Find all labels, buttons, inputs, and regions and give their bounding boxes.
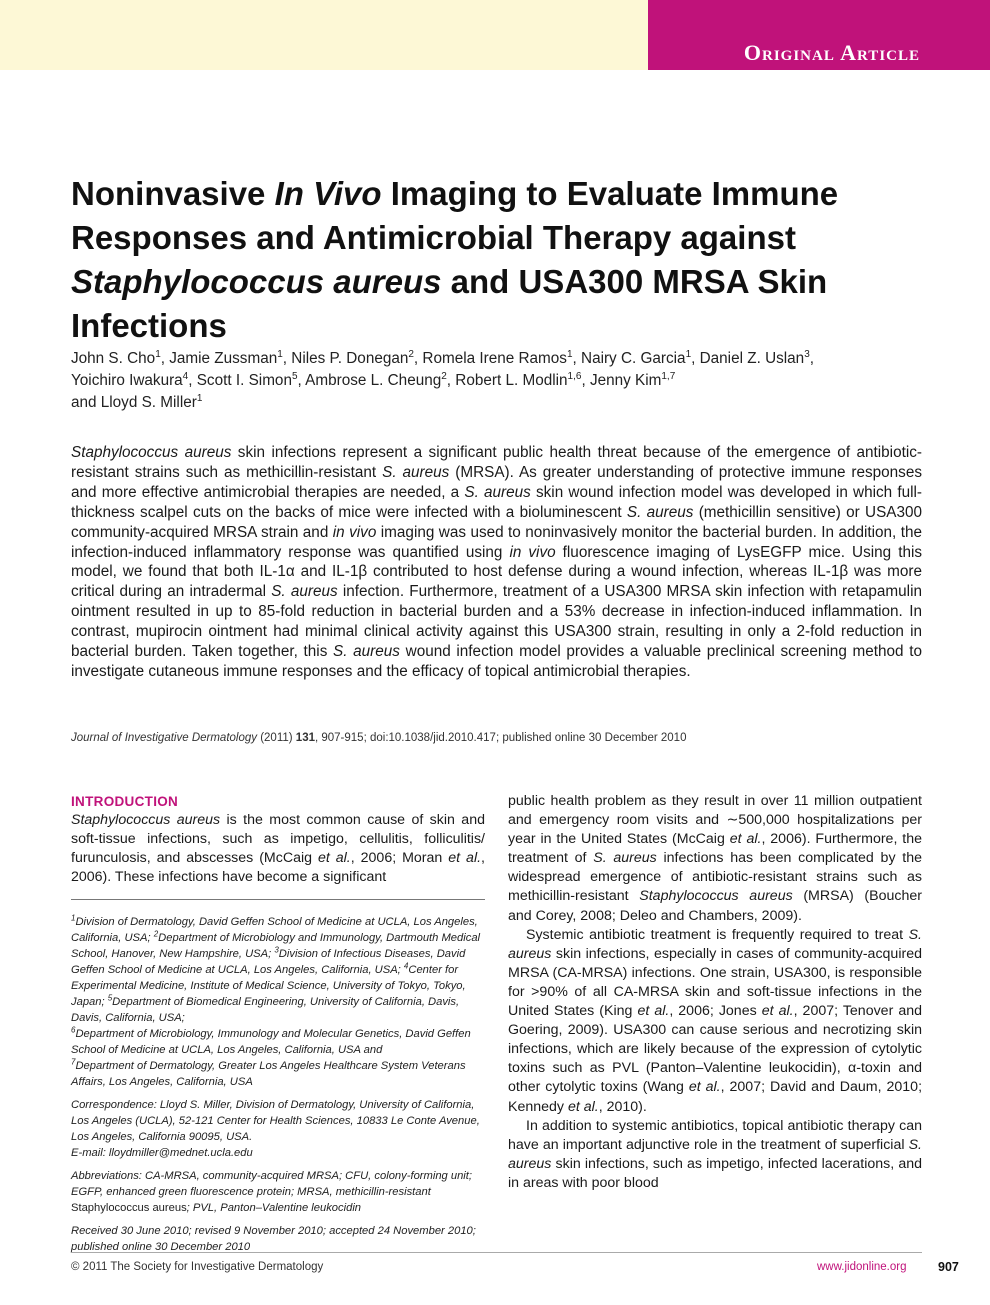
email-address: E-mail: lloydmiller@mednet.ucla.edu [71, 1147, 253, 1159]
author: Jenny Kim [589, 372, 662, 389]
received-dates: Received 30 June 2010; revised 9 November 2010; accepted 24 November 2010; published online 30 December 2010 [71, 1225, 476, 1253]
author: Niles P. Donegan [291, 350, 409, 367]
right-column [508, 792, 922, 1193]
left-column [71, 793, 485, 887]
author: Nairy C. Garcia [581, 350, 686, 367]
footer-divider [71, 1252, 922, 1253]
footnotes [71, 914, 485, 1262]
author-list: John S. Cho$^1$, Jamie Zussman$^1$, Niles P. Donegan$^2$, Romela Irene Ramos$^1$, Nairy C. Garcia$^1$, Daniel Z. Uslan$^3$, Yoichiro Iwakura$^4$, Scott I. Simon$^5$, Ambrose L. Cheung$^2$, Robert L. Modlin$^{1,6}$, Jenny Kim$^{1,7}$ and Lloyd S. Miller$^1$ [71, 348, 815, 411]
correspondence: Correspondence: Lloyd S. Miller, Division of Dermatology, University of California, Los Angeles (UCLA), 52-121 Center for Health Sciences, 10833 Le Conte Avenue, Los Angeles, California 90095, USA. E-mail: lloydmiller@mednet.ucla.edu [71, 1099, 480, 1159]
body-paragraph: Systemic antibiotic treatment is frequently required to treat S. aureus skin infections, especially in cases of community-acquired MRSA (CA-MRSA) infections. One strain, USA300, is responsible for >90% of all CA-MRSA skin and soft-tissue infections in the United States (King et al., 2006; Jones et al., 2007; Tenover and Goering, 2009). USA300 can cause serious and necrotizing skin infections, which are likely because of the expression of cytolytic toxins such as PVL (Panton–Valentine leukocidin), α-toxin and other cytolytic toxins (Wang et al., 2007; David and Daum, 2010; Kennedy et al., 2010). [508, 926, 923, 1115]
author: Ambrose L. Cheung [305, 372, 442, 389]
section-band [648, 0, 990, 70]
page-number: 907 [938, 1260, 959, 1274]
affiliations: $^1$Division of Dermatology, David Geffen School of Medicine at UCLA, Los Angeles, California, USA; $^2$Department of Microbiology and Immunology, Dartmouth Medical School, Hanover, New Hampshire, USA; $^3$Division of Infectious Diseases, David Geffen School of Medicine at UCLA, Los Angeles, California, USA; $^4$Center for Experimental Medicine, Institute of Medical Science, University of Tokyo, Tokyo, Japan; $^5$Department of Biomedical Engineering, University of California, Davis, Davis, California, USA; $^6$Department of Microbiology, Immunology and Molecular Genetics, David Geffen School of Medicine at UCLA, Los Angeles, California, USA and $^7$Department of Dermatology, Greater Los Angeles Healthcare System Veterans Affairs, Los Angeles, California, USA [71, 913, 481, 1088]
author: Jamie Zussman [169, 350, 278, 367]
body-paragraph: public health problem as they result in over 11 million outpatient and emergency room visits and ∼500,000 hospitalizations per year in the United States (McCaig et al., 2006). Furthermore, the treatment of S. aureus infections has been complicated by the widespread emergence of antibiotic-resistant strains such as methicillin-resistant Staphylococcus aureus (MRSA) (Boucher and Corey, 2008; Deleo and Chambers, 2009). [508, 793, 923, 924]
journal-citation: Journal of Investigative Dermatology (2011) 131, 907-915; doi:10.1038/jid.2010.417; published online 30 December 2010 [71, 732, 687, 744]
header-band [0, 0, 648, 70]
author: Daniel Z. Uslan [699, 350, 805, 367]
author: Scott I. Simon [196, 372, 292, 389]
section-heading: INTRODUCTION [71, 794, 179, 809]
journal-link[interactable]: www.jidonline.org [817, 1261, 907, 1273]
abstract: Staphylococcus aureus skin infections represent a significant public health threat because of the emergence of antibiotic-resistant strains such as methicillin-resistant S. aureus (MRSA). As greater understanding of protective immune responses and more effective antimicrobial therapies are needed, a S. aureus skin wound infection model was developed in which full-thickness scalpel cuts on the backs of mice were infected with a bioluminescent S. aureus (methicillin sensitive) or USA300 community-acquired MRSA strain and in vivo imaging was used to noninvasively monitor the bacterial burden. In addition, the infection-induced inflammatory response was quantified using in vivo fluorescence imaging of LysEGFP mice. Using this model, we found that both IL-1α and IL-1β contributed to host defense during a wound infection, whereas IL-1β was more critical during an intradermal S. aureus infection. Furthermore, treatment of a USA300 MRSA skin infection with retapamulin ointment resulted in up to 85-fold reduction in bacterial burden and a 53% decrease in infection-induced inflammation. In contrast, mupirocin ointment had minimal clinical activity against this USA300 strain, resulting in only a 2-fold reduction in bacterial burden. Taken together, this S. aureus wound infection model provides a valuable preclinical screening method to investigate cutaneous immune responses and the efficacy of topical antimicrobial therapies. [71, 444, 923, 680]
author: John S. Cho [71, 350, 156, 367]
section-label: Original Article [743, 40, 920, 65]
author: Romela Irene Ramos [422, 350, 567, 367]
author: Yoichiro Iwakura [71, 372, 183, 389]
author: and Lloyd S. Miller [71, 394, 197, 411]
footnote-divider [71, 899, 485, 900]
abbreviations: Abbreviations: CA-MRSA, community-acquired MRSA; CFU, colony-forming unit; EGFP, enhanced green fluorescence protein; MRSA, methicillin-resistant Staphylococcus aureus; PVL, Panton–Valentine leukocidin [71, 1170, 473, 1214]
body-paragraph: Staphylococcus aureus is the most common cause of skin and soft-tissue infections, such as impetigo, cellulitis, folliculitis/ furunculosis, and abscesses (McCaig et al., 2006; Moran et al., 2006). These infections have become a significant [71, 812, 485, 886]
author: Robert L. Modlin [455, 372, 568, 389]
copyright: © 2011 The Society for Investigative Dermatology [71, 1261, 324, 1273]
article-title: Noninvasive In Vivo Imaging to Evaluate Immune Responses and Antimicrobial Therapy against Staphylococcus aureus and USA300 MRSA Skin Infections [71, 175, 839, 344]
body-paragraph: In addition to systemic antibiotics, topical antibiotic therapy can have an important adjunctive role in the treatment of superficial S. aureus skin infections, such as impetigo, infected lacerations, and in areas with poor blood [508, 1117, 922, 1191]
